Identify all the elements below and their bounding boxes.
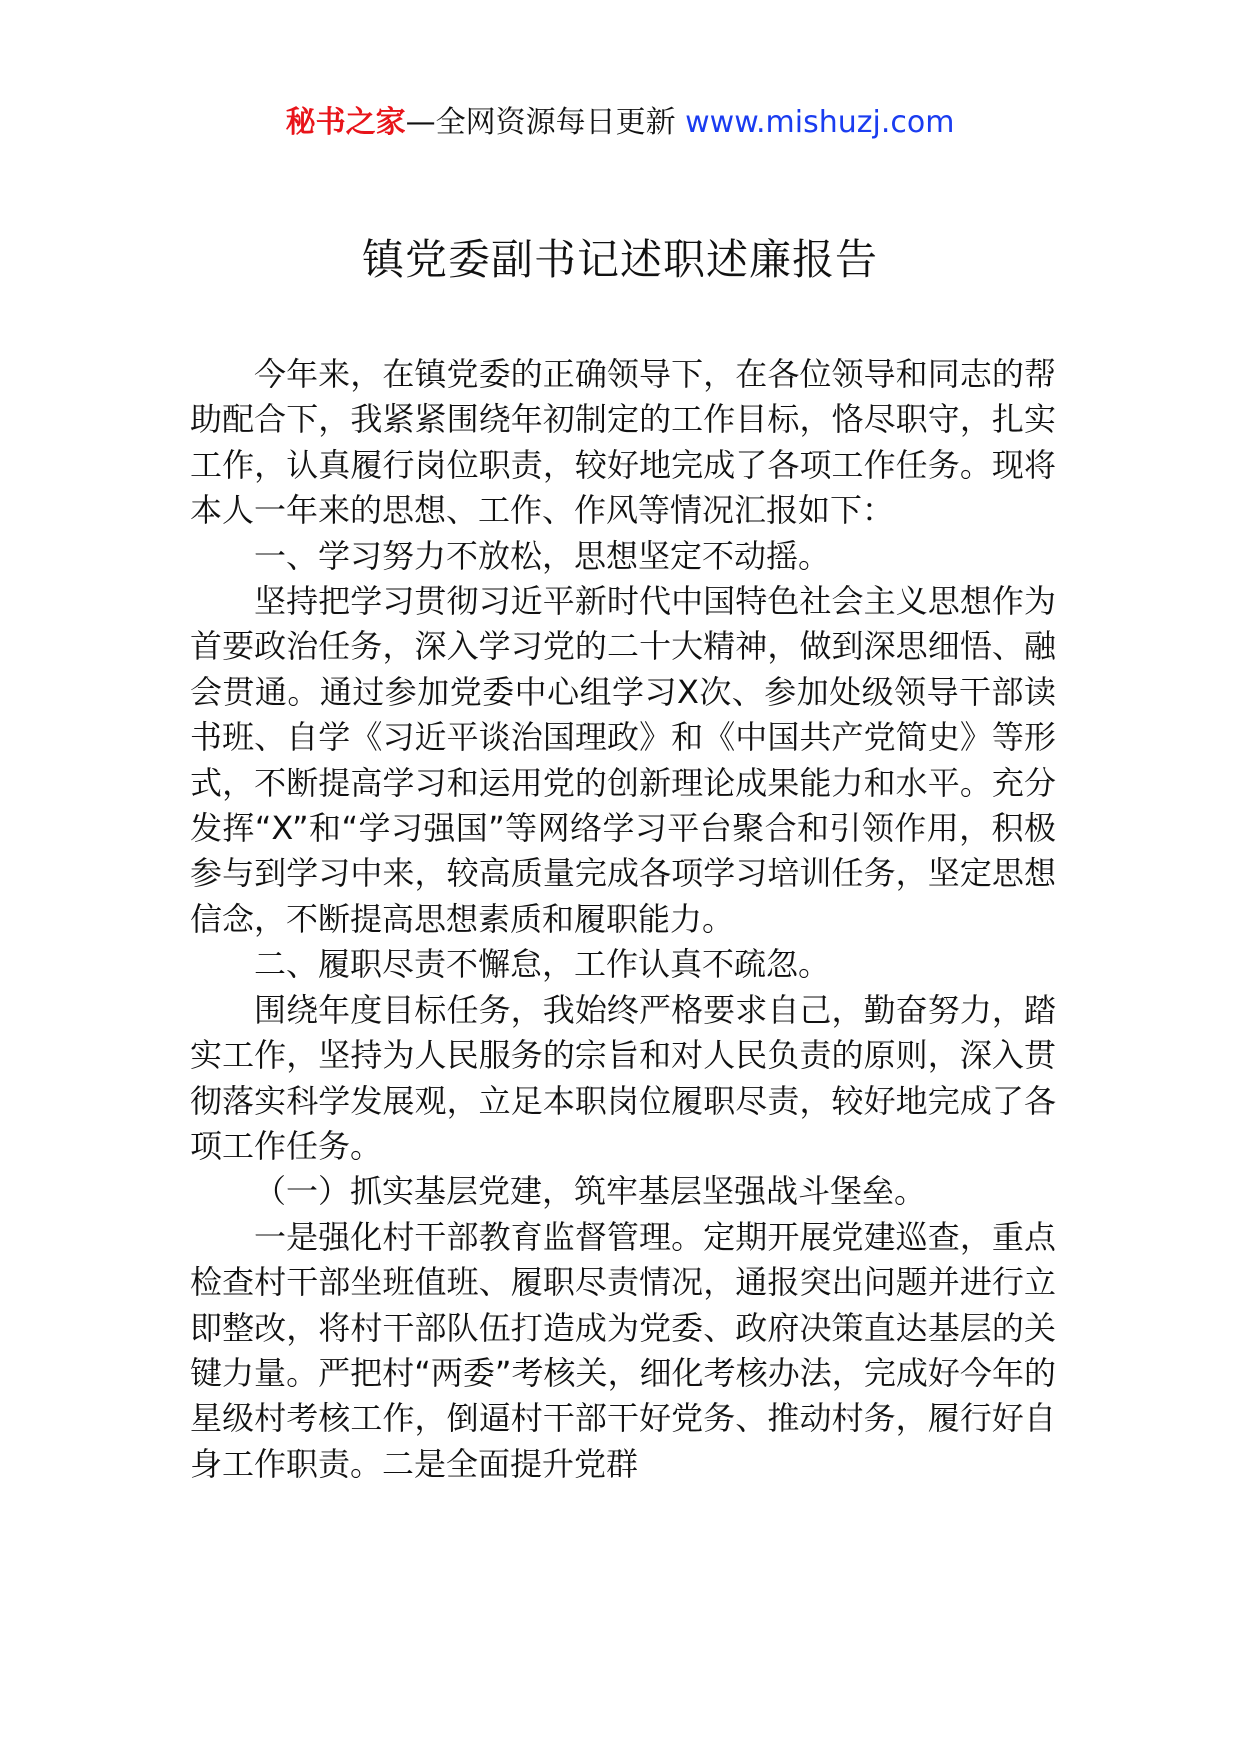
section-heading-2: 二、履职尽责不懈怠，工作认真不疏忽。 [254, 945, 831, 984]
site-url-link[interactable]: www.mishuzj.com [685, 105, 955, 140]
header-tagline: —全网资源每日更新 [405, 105, 676, 140]
section-2-paragraph: 围绕年度目标任务，我始终严格要求自己，勤奋努力，踏实工作，坚持为人民服务的宗旨和对人民负责的原则，深入贯彻落实科学发展观，立足本职岗位履职尽责，较好地完成了各项工作任务。 [190, 990, 1056, 1165]
document-title: 镇党委副书记述职述廉报告 [361, 235, 878, 284]
section-1-paragraph: 坚持把学习贯彻习近平新时代中国特色社会主义思想作为首要政治任务，深入学习党的二十大精神，做到深思细悟、融会贯通。通过参加党委中心组学习X次、参加处级领导干部读书班、自学《习近平谈治国理政》和《中国共产党简史》等形式，不断提高学习和运用党的创新理论成果能力和水平。充分发挥“X”和“学习强国”等网络学习平台聚合和引领作用，积极参与到学习中来，较高质量完成各项学习培训任务，坚定思想信念，不断提高思想素质和履职能力。 [190, 582, 1056, 938]
section-heading-1: 一、学习努力不放松，思想坚定不动摇。 [254, 536, 831, 575]
document-body [190, 352, 1056, 1487]
intro-paragraph: 今年来，在镇党委的正确领导下，在各位领导和同志的帮助配合下，我紧紧围绕年初制定的工作目标，恪尽职守，扎实工作，认真履行岗位职责，较好地完成了各项工作任务。现将本人一年来的思想、工作、作风等情况汇报如下： [190, 355, 1056, 530]
site-header [0, 100, 1240, 146]
brand-name: 秘书之家 [285, 105, 406, 140]
subsection-heading-1: （一）抓实基层党建，筑牢基层坚强战斗堡垒。 [254, 1172, 927, 1211]
subsection-1-paragraph: 一是强化村干部教育监督管理。定期开展党建巡查，重点检查村干部坐班值班、履职尽责情况，通报突出问题并进行立即整改，将村干部队伍打造成为党委、政府决策直达基层的关键力量。严把村“两委”考核关，细化考核办法，完成好今年的星级村考核工作，倒逼村干部干好党务、推动村务，履行好自身工作职责。二是全面提升党群 [190, 1217, 1056, 1483]
